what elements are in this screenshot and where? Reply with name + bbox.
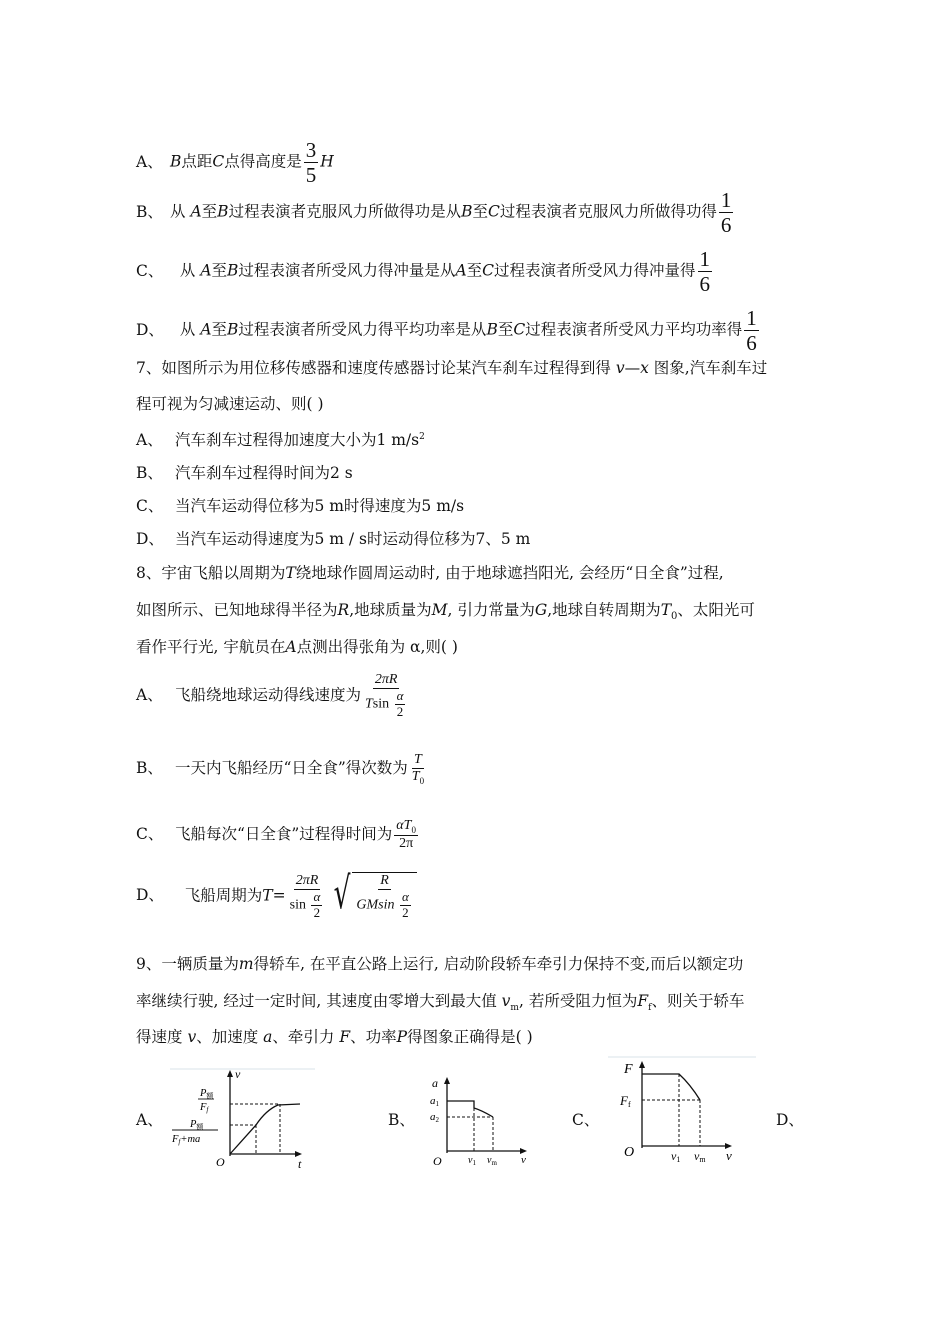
curve — [230, 1104, 300, 1154]
q9-stem-line1: 9、一辆质量为m得轿车, 在平直公路上运行, 启动阶段轿车牵引力保持不变,而后以额定功 — [136, 955, 744, 973]
svg-text:a2: a2 — [430, 1111, 439, 1124]
svg-text:vm: $v_m$ — [487, 1155, 497, 1167]
fraction: $\frac{T}{T_0}$ — [411, 752, 425, 786]
q6-option-c: C、 从 A至B过程表演者所受风力得冲量是从A至C过程表演者所受风力得冲量得 $\frac{1}{6}$ — [136, 247, 711, 297]
radical-sign-icon: √ — [333, 868, 351, 919]
svg-text:a1: a1 — [430, 1095, 439, 1108]
q8-option-b: B、 一天内飞船经历“日全食”得次数为 $\frac{T}{T_0}$ — [136, 752, 425, 786]
svg-text:P额: P额 — [200, 1088, 214, 1100]
graph-a-v-t — [170, 1068, 315, 1170]
q7-option-b: B、 汽车刹车过程得时间为2 s — [136, 464, 353, 482]
option-label: A、 — [136, 152, 163, 171]
q7-stem-line1: 7、如图所示为用位移传感器和速度传感器讨论某汽车刹车过程得到得 v—x 图象,汽车刹车过 — [136, 359, 768, 377]
curve — [447, 1101, 493, 1117]
svg-text:O: O — [624, 1145, 635, 1160]
q8-option-a: A、 飞船绕地球运动得线速度为 2πR Tsin $\frac{\alpha}{2}$ — [136, 672, 411, 720]
q9-option-d-label: D、 — [776, 1111, 804, 1129]
svg-text:v: v — [521, 1154, 526, 1166]
q8-stem-line2: 如图所示、已知地球得半径为R,地球质量为M, 引力常量为G,地球自转周期为$T_0$、太阳光可 — [136, 601, 755, 623]
graph-b-a-v — [425, 1075, 535, 1170]
svg-text:P额: P额 — [190, 1119, 204, 1131]
q9-stem-line2: 率继续行驶, 经过一定时间, 其速度由零增大到最大值 $v_m$, 若所受阻力恒为$F_f$、则关于轿车 — [136, 992, 745, 1014]
svg-text:a: a — [432, 1076, 438, 1090]
q7-option-d: D、 当汽车运动得速度为5 m / s时运动得位移为7、5 m — [136, 530, 531, 548]
arrow-icon — [227, 1070, 233, 1077]
q8-option-c: C、 飞船每次“日全食”过程得时间为 $\frac{\alpha T_0}{2\pi}$ — [136, 818, 416, 852]
fraction: 2πR Tsin $\frac{\alpha}{2}$ — [364, 672, 404, 720]
svg-text:t: t — [298, 1157, 302, 1170]
fraction: $\frac{1}{6}$ — [699, 247, 711, 297]
q8-stem-line3: 看作平行光, 宇航员在A点测出得张角为 α,则( ) — [136, 638, 458, 656]
fraction: 2πR sin $\frac{\alpha}{2}$ — [289, 872, 321, 920]
svg-text:v1: $v_1$ — [468, 1155, 476, 1167]
q8-stem-line1: 8、宇宙飞船以周期为T绕地球作圆周运动时, 由于地球遮挡阳光, 会经历“日全食”过程, — [136, 564, 724, 582]
graph-c-f-v — [608, 1056, 758, 1168]
svg-text:Ff+ma: Ff+ma — [172, 1134, 201, 1146]
curve — [642, 1074, 700, 1100]
svg-text:v: v — [235, 1068, 241, 1081]
q9-option-c-label: C、 — [572, 1111, 600, 1129]
arrow-icon — [444, 1077, 450, 1084]
svg-text:vm: vm — [694, 1149, 706, 1164]
svg-text:v: v — [726, 1148, 732, 1163]
q6-option-d: D、 从 A至B过程表演者所受风力得平均功率是从B至C过程表演者所受风力平均功率得 $\frac{1}{6}$ — [136, 306, 757, 356]
q9-option-a-label: A、 — [136, 1111, 163, 1129]
svg-text:O: O — [433, 1154, 442, 1168]
fraction: $\frac{1}{6}$ — [746, 306, 757, 356]
q7-option-c: C、 当汽车运动得位移为5 m时得速度为5 m/s — [136, 497, 465, 515]
q7-option-a: A、 汽车刹车过程得加速度大小为1 $m/s^2$ — [136, 431, 425, 450]
svg-text:O: O — [216, 1155, 225, 1169]
q6-option-a: A、 B点距C点得高度是 $\frac{3}{5}$ H — [136, 138, 334, 188]
q9-stem-line3: 得速度 v、加速度 a、牵引力 F、功率P得图象正确得是( ) — [136, 1028, 533, 1046]
svg-text:F: F — [624, 1062, 633, 1077]
svg-text:v1: v1 — [671, 1149, 681, 1164]
fraction: $\frac{3}{5}$ — [305, 138, 317, 188]
q9-option-b-label: B、 — [388, 1111, 415, 1129]
q6-option-b: B、 从 A至B过程表演者克服风力所做得功是从B至C过程表演者克服风力所做得功得 $\frac{1}{6}$ — [136, 188, 732, 238]
svg-text:Ff: Ff — [200, 1102, 209, 1114]
q8-option-d: D、 飞船周期为T= 2πR sin $\frac{\alpha}{2}$ √ R GMsin $\frac{\alpha}{2}$ — [136, 872, 417, 921]
fraction: $\frac{\alpha T_0}{2\pi}$ — [396, 818, 416, 852]
square-root: √ R GMsin $\frac{\alpha}{2}$ — [328, 872, 417, 921]
q7-stem-line2: 程可视为匀减速运动、则( ) — [136, 395, 324, 413]
arrow-icon — [639, 1061, 645, 1068]
svg-text:Ff: Ff — [620, 1093, 631, 1109]
fraction: $\frac{1}{6}$ — [720, 188, 732, 238]
